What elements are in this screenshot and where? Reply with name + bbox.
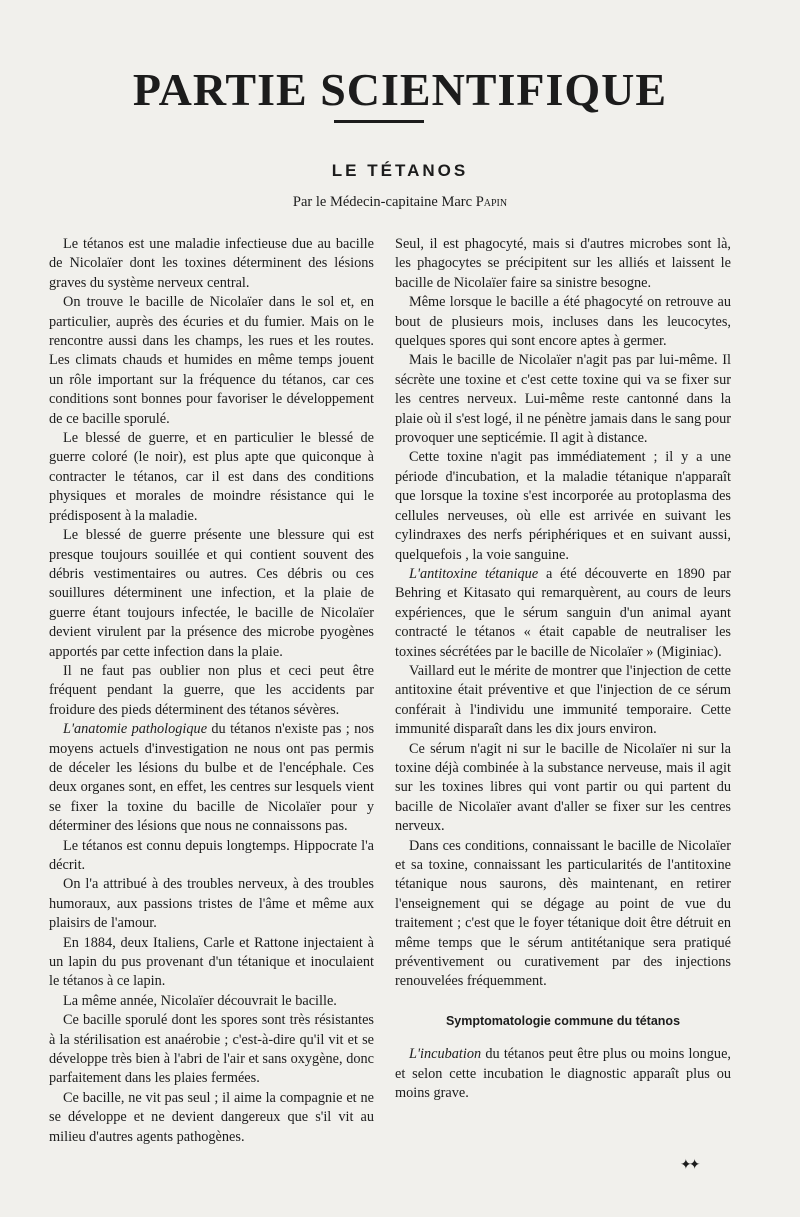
article-title: LE TÉTANOS <box>331 161 469 180</box>
paragraph: Le tétanos est connu depuis longtemps. Hippocrate l'a décrit. <box>49 837 374 873</box>
right-column <box>395 235 731 1103</box>
paragraph-text: du tétanos peut être plus ou moins longue, et selon cette incubation le diagnostic apparaît plus ou moins grave. <box>395 1046 731 1102</box>
paragraph-text: a été découverte en 1890 par Behring et Kitasato qui remarquèrent, au cours de leurs expériences, que le sérum sanguin d'un animal ayant contracté le tétanos « était capable de neutraliser les toxines sécrétées par le bacille de Nicolaïer » (Miginiac). <box>395 565 731 660</box>
paragraph: Vaillard eut le mérite de montrer que l'injection de cette antitoxine était préventive et que l'injection de ce sérum conférait à l'individu une immunité temporaire. Cette immunité disparaît dans les dix jours environ. <box>395 662 731 738</box>
italic-term: L'incubation <box>409 1046 482 1063</box>
paragraph: On l'a attribué à des troubles nerveux, à des troubles humoraux, aux passions tristes de l'âme et même aux plaisirs de l'amour. <box>49 876 374 932</box>
italic-term: L'antitoxine tétanique <box>409 565 539 582</box>
paragraph: Cette toxine n'agit pas immédiatement ; il y a une période d'incubation, et la maladie tétanique n'apparaît que lorsque la toxine s'est incorporée au protoplasma des cellules nerveuses, où elle est arrivée en suivant les cylindraxes des nerfs périphériques et en suivant aussi, quelquefois , la voie sanguine. <box>395 449 731 563</box>
italic-term: L'anatomie pathologique <box>63 721 208 738</box>
paragraph: Même lorsque le bacille a été phagocyté on retrouve au bout de plusieurs mois, incluses dans les leucocytes, quelques spores qui sont encore aptes à germer. <box>395 294 731 350</box>
paragraph: On trouve le bacille de Nicolaïer dans le sol et, en particulier, auprès des écuries et du fumier. Mais on le rencontre aussi dans les champs, les rues et les routes. Les climats chauds et humides en même temps jouent un rôle important sur la fréquence du tétanos, car ces conditions sont bonnes pour favoriser le développement de ce bacille sporulé. <box>49 294 374 427</box>
paragraph: Il ne faut pas oublier non plus et ceci peut être fréquent pendant la guerre, que les accidents par froidure des pieds déterminent des tétanos sévères. <box>49 662 374 718</box>
paragraph: Ce bacille sporulé dont les spores sont très résistantes à la stérilisation est anaérobie ; c'est-à-dire qu'il vit et se développe très bien à l'abri de l'air et sans oxygène, donc parfaitement dans les plaies fermées. <box>49 1012 374 1087</box>
paragraph: Ce sérum n'agit ni sur le bacille de Nicolaïer ni sur la toxine déjà combinée à la substance nerveuse, mais il agit sur les toxines libres qui vont partir ou qui partent du bacille de Nicolaïer avant d'aller se fixer sur les centres nerveux. <box>395 740 731 835</box>
paragraph <box>49 720 374 836</box>
page-title: PARTIE SCIENTIFIQUE <box>132 64 668 115</box>
byline-prefix: Par le Médecin-capitaine Marc <box>292 194 473 210</box>
paragraph: Mais le bacille de Nicolaïer n'agit pas par lui-même. Il sécrète une toxine et c'est cette toxine qui va se fixer sur les centres nerveux. Lui-même reste cantonné dans la plaie où il s'est logé, il ne pénètre jamais dans le sang pour provoquer une septicémie. Il agit à distance. <box>395 352 731 447</box>
paragraph: En 1884, deux Italiens, Carle et Rattone injectaient à un lapin du pus provenant d'un tétanique et inoculaient le tétanos à ce lapin. <box>49 934 374 990</box>
paragraph: Le tétanos est une maladie infectieuse due au bacille de Nicolaïer dont les toxines déterminent des lésions graves du système nerveux central. <box>49 236 374 291</box>
byline-author-surname: Papin <box>475 194 508 210</box>
paragraph <box>395 1045 731 1103</box>
paragraph-text: du tétanos n'existe pas ; nos moyens actuels d'investigation ne nous ont pas permis de déceler les lésions du bulbe et de l'encéphale. Ces deux organes sont, en effet, les centres sur lesquels vient se fixer la toxine du bacille de Nicolaïer pour y déterminer des lésions que nous ne connaissons pas. <box>49 721 375 835</box>
paragraph: Ce bacille, ne vit pas seul ; il aime la compagnie et ne se développe et ne devient dangereux que s'il vit au milieu d'autres agents pathogènes. <box>49 1089 374 1145</box>
paragraph: Seul, il est phagocyté, mais si d'autres microbes sont là, les phagocytes se précipitent sur les alliés et laissent le bacille de Nicolaïer faire sa sinistre besogne. <box>395 236 731 291</box>
left-column <box>49 235 374 1147</box>
section-heading: Symptomatologie commune du tétanos <box>445 1013 681 1028</box>
byline <box>0 192 800 212</box>
paragraph: Dans ces conditions, connaissant le bacille de Nicolaïer et sa toxine, connaissant les particularités de l'antitoxine tétanique nous saurons, dès maintenant, en retirer l'enseignement qui se dégage au point de vue du traitement ; c'est que le foyer tétanique doit être détruit en même temps que le sérum antitétanique sera pratiqué préventivement ou curativement par des injections renouvelées fréquemment. <box>395 837 731 990</box>
paragraph: Le blessé de guerre présente une blessure qui est presque toujours souillée et qui contient souvent des débris vestimentaires ou autres. Ces débris ou ces souillures déterminent une infection, et la plaie de guerre étant toujours infectée, le bacille de Nicolaïer devient virulent par la présence des microbe pyogènes apportés par cette infection dans la plaie. <box>49 527 374 660</box>
paragraph <box>395 565 731 662</box>
title-divider <box>334 120 424 123</box>
paragraph: La même année, Nicolaïer découvrait le bacille. <box>63 992 337 1009</box>
end-ornament: ✦✦ <box>680 1158 698 1173</box>
paragraph: Le blessé de guerre, et en particulier le blessé de guerre coloré (le noir), est plus apte que quiconque à contracter le tétanos, car il est dans des conditions physiques et morales de moindre résistance qui le prédisposent à la maladie. <box>49 430 374 524</box>
